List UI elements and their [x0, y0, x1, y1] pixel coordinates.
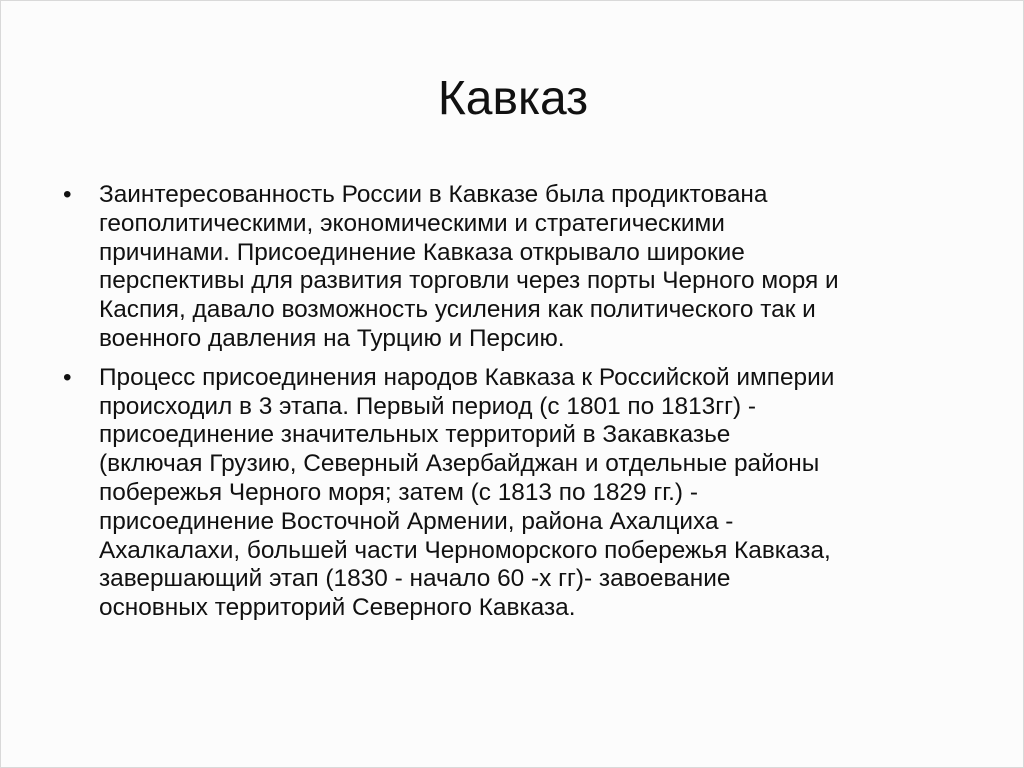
text-line: перспективы для развития торговли через порты Черного моря и — [99, 267, 839, 295]
text-line: присоединение значительных территорий в Закавказье — [99, 421, 731, 449]
text-line: Процесс присоединения народов Кавказа к Российской империи — [99, 363, 835, 391]
text-line: (включая Грузию, Северный Азербайджан и отдельные районы — [99, 450, 820, 478]
text-line: побережья Черного моря; затем (с 1813 по 1829 гг.) - — [99, 478, 698, 506]
text-line: Каспия, давало возможность усиления как политического так и — [99, 296, 816, 324]
bullet-item — [63, 364, 983, 623]
text-line: Ахалкалахи, большей части Черноморского побережья Кавказа, — [99, 536, 831, 564]
bullet-list — [63, 181, 983, 633]
slide-title: Кавказ — [437, 72, 589, 125]
text-line: происходил в 3 этапа. Первый период (с 1801 по 1813гг) - — [99, 392, 757, 420]
text-line: причинами. Присоединение Кавказа открывало широкие — [99, 238, 745, 266]
text-line: основных территорий Северного Кавказа. — [99, 594, 576, 622]
text-line: присоединение Восточной Армении, района Ахалциха - — [99, 507, 734, 535]
bullet-item — [63, 181, 983, 354]
bullet-marker: • — [63, 363, 72, 391]
bullet-marker: • — [63, 181, 72, 208]
text-line: геополитическими, экономическими и стратегическими — [99, 209, 725, 237]
text-line: завершающий этап (1830 - начало 60 -х гг)- завоевание — [99, 565, 731, 593]
text-line: Заинтересованность России в Кавказе была продиктована — [99, 181, 768, 208]
text-line: военного давления на Турцию и Персию. — [99, 324, 565, 352]
